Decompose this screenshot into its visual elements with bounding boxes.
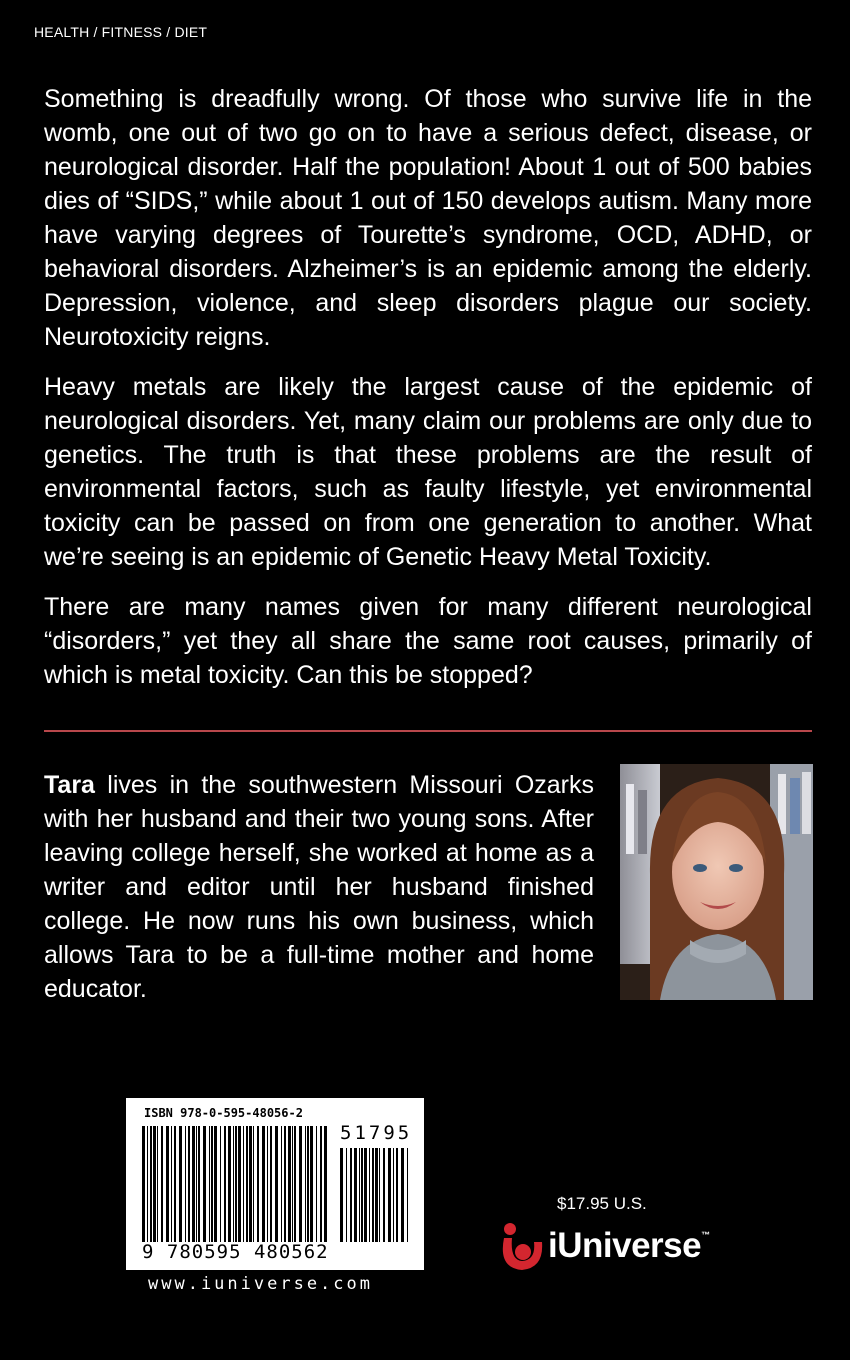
barcode-bar: [228, 1126, 231, 1242]
barcode-bar: [299, 1126, 302, 1242]
barcode-bar: [233, 1126, 234, 1242]
barcode-addon-bars: [340, 1148, 414, 1242]
barcode-bar: [235, 1126, 237, 1242]
barcode-bar: [171, 1126, 172, 1242]
barcode-bar: [284, 1126, 286, 1242]
barcode-bar: [238, 1126, 241, 1242]
blurb-paragraph-1: Something is dreadfully wrong. Of those who survive life in the womb, one out of two go on to have a serious defect, disease, or neurological disorder. Half the population! About 1 out of 500 babies dies of “SIDS,” while about 1 out of 150 develops autism. Many more have varying degrees of Tourette’s syndrome, OCD, ADHD, or behavioral disorders. Alzheimer’s is an epidemic among the elderly. Depression, violence, and sleep disorders plague our society. Neurotoxicity reigns.: [44, 85, 812, 351]
barcode-bar: [372, 1148, 374, 1242]
barcode-bar: [188, 1126, 190, 1242]
retail-price: $17.95 U.S.: [557, 1194, 647, 1213]
publisher-name-text: iUniverse: [548, 1226, 702, 1265]
barcode-bar: [375, 1148, 378, 1242]
publisher-logo: [500, 1222, 730, 1274]
barcode-bar: [361, 1148, 363, 1242]
barcode-bar: [393, 1148, 394, 1242]
barcode-bar: [198, 1126, 200, 1242]
barcode-bar: [267, 1126, 268, 1242]
barcode-bar: [383, 1148, 385, 1242]
barcode-digits: 9 780595 480562: [142, 1241, 329, 1263]
barcode-bar: [243, 1126, 244, 1242]
barcode-bar: [407, 1148, 408, 1242]
barcode-bar: [262, 1126, 265, 1242]
barcode-bar: [305, 1126, 306, 1242]
barcode-bar: [203, 1126, 206, 1242]
iuniverse-logo-icon: [500, 1222, 546, 1274]
barcode-bar: [220, 1126, 221, 1242]
author-bio: [44, 768, 594, 1006]
barcode-bar: [257, 1126, 259, 1242]
barcode-bar: [246, 1126, 248, 1242]
barcode-bar: [320, 1126, 322, 1242]
barcode-bar: [396, 1148, 398, 1242]
barcode-bar: [179, 1126, 182, 1242]
barcode-bar: [275, 1126, 278, 1242]
barcode-bar: [224, 1126, 226, 1242]
trademark-symbol: ™: [701, 1230, 710, 1240]
barcode-bar: [209, 1126, 210, 1242]
barcode-bar: [292, 1126, 293, 1242]
barcode-bar: [346, 1148, 347, 1242]
barcode-bar: [307, 1126, 309, 1242]
barcode-bar: [354, 1148, 357, 1242]
publisher-website: www.iuniverse.com: [148, 1274, 373, 1294]
barcode-bar: [150, 1126, 152, 1242]
author-name: Tara: [44, 771, 95, 799]
barcode-bar: [270, 1126, 272, 1242]
barcode-bar: [185, 1126, 186, 1242]
author-photo: [620, 764, 813, 1000]
barcode-bar: [166, 1126, 169, 1242]
barcode-bar: [324, 1126, 327, 1242]
barcode-bar: [153, 1126, 156, 1242]
author-bio-text: lives in the southwestern Missouri Ozarks with her husband and their two young sons. After leaving college herself, she worked at home as a writer and editor until her husband finished college. He now runs his own business, which allows Tara to be a full-time mother and home educator.: [44, 771, 594, 1003]
barcode-price-code: 51795: [340, 1122, 413, 1144]
barcode-bar: [192, 1126, 195, 1242]
barcode-bar: [401, 1148, 404, 1242]
barcode-bar: [157, 1126, 158, 1242]
barcode-bar: [340, 1148, 343, 1242]
barcode-bar: [147, 1126, 148, 1242]
barcode-bar: [316, 1126, 317, 1242]
barcode-bar: [350, 1148, 352, 1242]
barcode-bar: [294, 1126, 296, 1242]
back-cover-blurb: [44, 82, 812, 708]
barcode-bar: [249, 1126, 252, 1242]
section-divider: [44, 730, 812, 732]
category-label: HEALTH / FITNESS / DIET: [34, 24, 208, 40]
isbn-number: ISBN 978-0-595-48056-2: [144, 1106, 303, 1120]
barcode-bar: [174, 1126, 176, 1242]
isbn-barcode: [126, 1098, 424, 1270]
barcode-bar: [281, 1126, 282, 1242]
barcode-bar: [364, 1148, 367, 1242]
barcode-bar: [310, 1126, 313, 1242]
barcode-bar: [211, 1126, 213, 1242]
barcode-bar: [142, 1126, 145, 1242]
barcode-bar: [253, 1126, 254, 1242]
barcode-bar: [214, 1126, 217, 1242]
barcode-bar: [388, 1148, 391, 1242]
publisher-name: [548, 1226, 710, 1266]
blurb-paragraph-3: There are many names given for many different neurological “disorders,” yet they all share the same root causes, primarily of which is metal toxicity. Can this be stopped?: [44, 593, 812, 689]
barcode-bar: [161, 1126, 163, 1242]
blurb-paragraph-2: Heavy metals are likely the largest cause of the epidemic of neurological disorders. Yet, many claim our problems are only due to genetics. The truth is that these problems are the result of environmental factors, such as faulty lifestyle, yet environmental toxicity can be passed on from one generation to another. What we’re seeing is an epidemic of Genetic Heavy Metal Toxicity.: [44, 373, 812, 571]
barcode-bar: [288, 1126, 291, 1242]
barcode-bar: [379, 1148, 380, 1242]
author-portrait-image: [620, 764, 813, 1000]
barcode-bar: [196, 1126, 197, 1242]
barcode-bar: [359, 1148, 360, 1242]
barcode-bar: [369, 1148, 370, 1242]
barcode-bars: [142, 1126, 330, 1242]
